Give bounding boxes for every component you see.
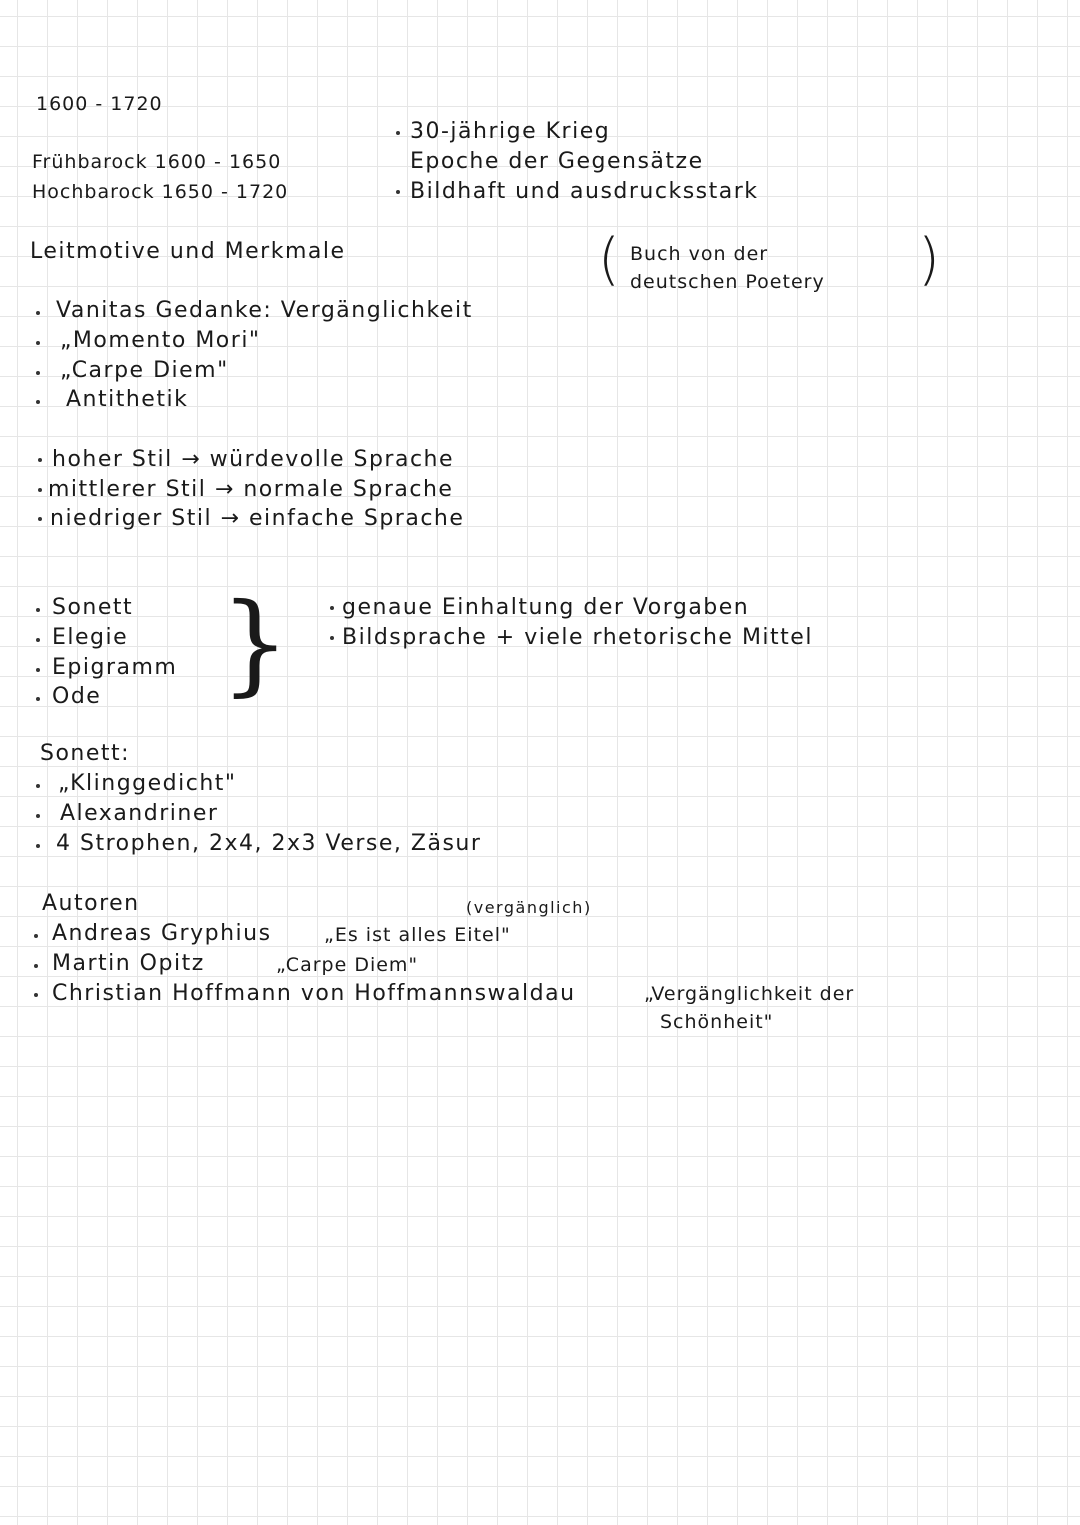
author-work: „Es ist alles Eitel" bbox=[324, 924, 511, 946]
motif-item: „Carpe Diem" bbox=[60, 358, 229, 383]
context-item: Epoche der Gegensätze bbox=[410, 149, 704, 174]
form-note: genaue Einhaltung der Vorgaben bbox=[342, 595, 750, 620]
period-range: 1600 - 1720 bbox=[36, 93, 163, 115]
form-item: Sonett bbox=[52, 595, 134, 620]
close-paren: ) bbox=[918, 227, 940, 292]
book-note-line1: Buch von der bbox=[630, 243, 769, 265]
bullet-dot bbox=[34, 993, 38, 997]
sonett-item: „Klinggedicht" bbox=[58, 771, 237, 796]
bullet-dot bbox=[36, 638, 40, 642]
style-item: hoher Stil → würdevolle Sprache bbox=[52, 447, 455, 472]
bullet-dot bbox=[36, 668, 40, 672]
bullet-dot bbox=[34, 934, 38, 938]
sonett-item: Alexandriner bbox=[60, 801, 219, 826]
bullet-dot bbox=[36, 608, 40, 612]
bullet-dot bbox=[330, 606, 334, 610]
form-item: Ode bbox=[52, 684, 102, 709]
style-item: mittlerer Stil → normale Sprache bbox=[48, 477, 454, 502]
bullet-dot bbox=[396, 190, 400, 194]
sonett-item: 4 Strophen, 2x4, 2x3 Verse, Zäsur bbox=[56, 831, 482, 856]
bullet-dot bbox=[36, 400, 40, 404]
form-item: Epigramm bbox=[52, 655, 178, 680]
author-name: Christian Hoffmann von Hoffmannswaldau bbox=[52, 981, 576, 1006]
bullet-dot bbox=[36, 311, 40, 315]
book-note-line2: deutschen Poetery bbox=[630, 271, 825, 293]
author-work: „Carpe Diem" bbox=[276, 954, 419, 976]
bullet-dot bbox=[38, 488, 42, 492]
bullet-dot bbox=[36, 371, 40, 375]
open-paren: ( bbox=[598, 227, 620, 292]
bullet-dot bbox=[36, 697, 40, 701]
close-brace: } bbox=[220, 579, 290, 707]
motif-item: Antithetik bbox=[66, 387, 189, 412]
form-note: Bildsprache + viele rhetorische Mittel bbox=[342, 625, 813, 650]
bullet-dot bbox=[396, 131, 400, 135]
bullet-dot bbox=[36, 814, 40, 818]
bullet-dot bbox=[330, 636, 334, 640]
form-item: Elegie bbox=[52, 625, 129, 650]
motif-item: „Momento Mori" bbox=[60, 328, 261, 353]
author-work: „Vergänglichkeit der bbox=[644, 983, 855, 1005]
motifs-heading: Leitmotive und Merkmale bbox=[30, 239, 346, 264]
author-work-continued: Schönheit" bbox=[660, 1011, 774, 1033]
bullet-dot bbox=[36, 784, 40, 788]
context-item: 30-jährige Krieg bbox=[410, 119, 611, 144]
author-name: Andreas Gryphius bbox=[52, 921, 272, 946]
bullet-dot bbox=[34, 964, 38, 968]
bullet-dot bbox=[38, 517, 42, 521]
bullet-dot bbox=[36, 844, 40, 848]
bullet-dot bbox=[36, 341, 40, 345]
style-item: niedriger Stil → einfache Sprache bbox=[50, 506, 465, 531]
bullet-dot bbox=[38, 458, 42, 462]
authors-annotation: (vergänglich) bbox=[466, 898, 592, 917]
author-name: Martin Opitz bbox=[52, 951, 205, 976]
motif-item: Vanitas Gedanke: Vergänglichkeit bbox=[56, 298, 473, 323]
high-baroque: Hochbarock 1650 - 1720 bbox=[32, 181, 289, 203]
sonett-heading: Sonett: bbox=[40, 741, 131, 766]
early-baroque: Frühbarock 1600 - 1650 bbox=[32, 151, 282, 173]
authors-heading: Autoren bbox=[42, 891, 140, 916]
context-item: Bildhaft und ausdrucksstark bbox=[410, 179, 759, 204]
